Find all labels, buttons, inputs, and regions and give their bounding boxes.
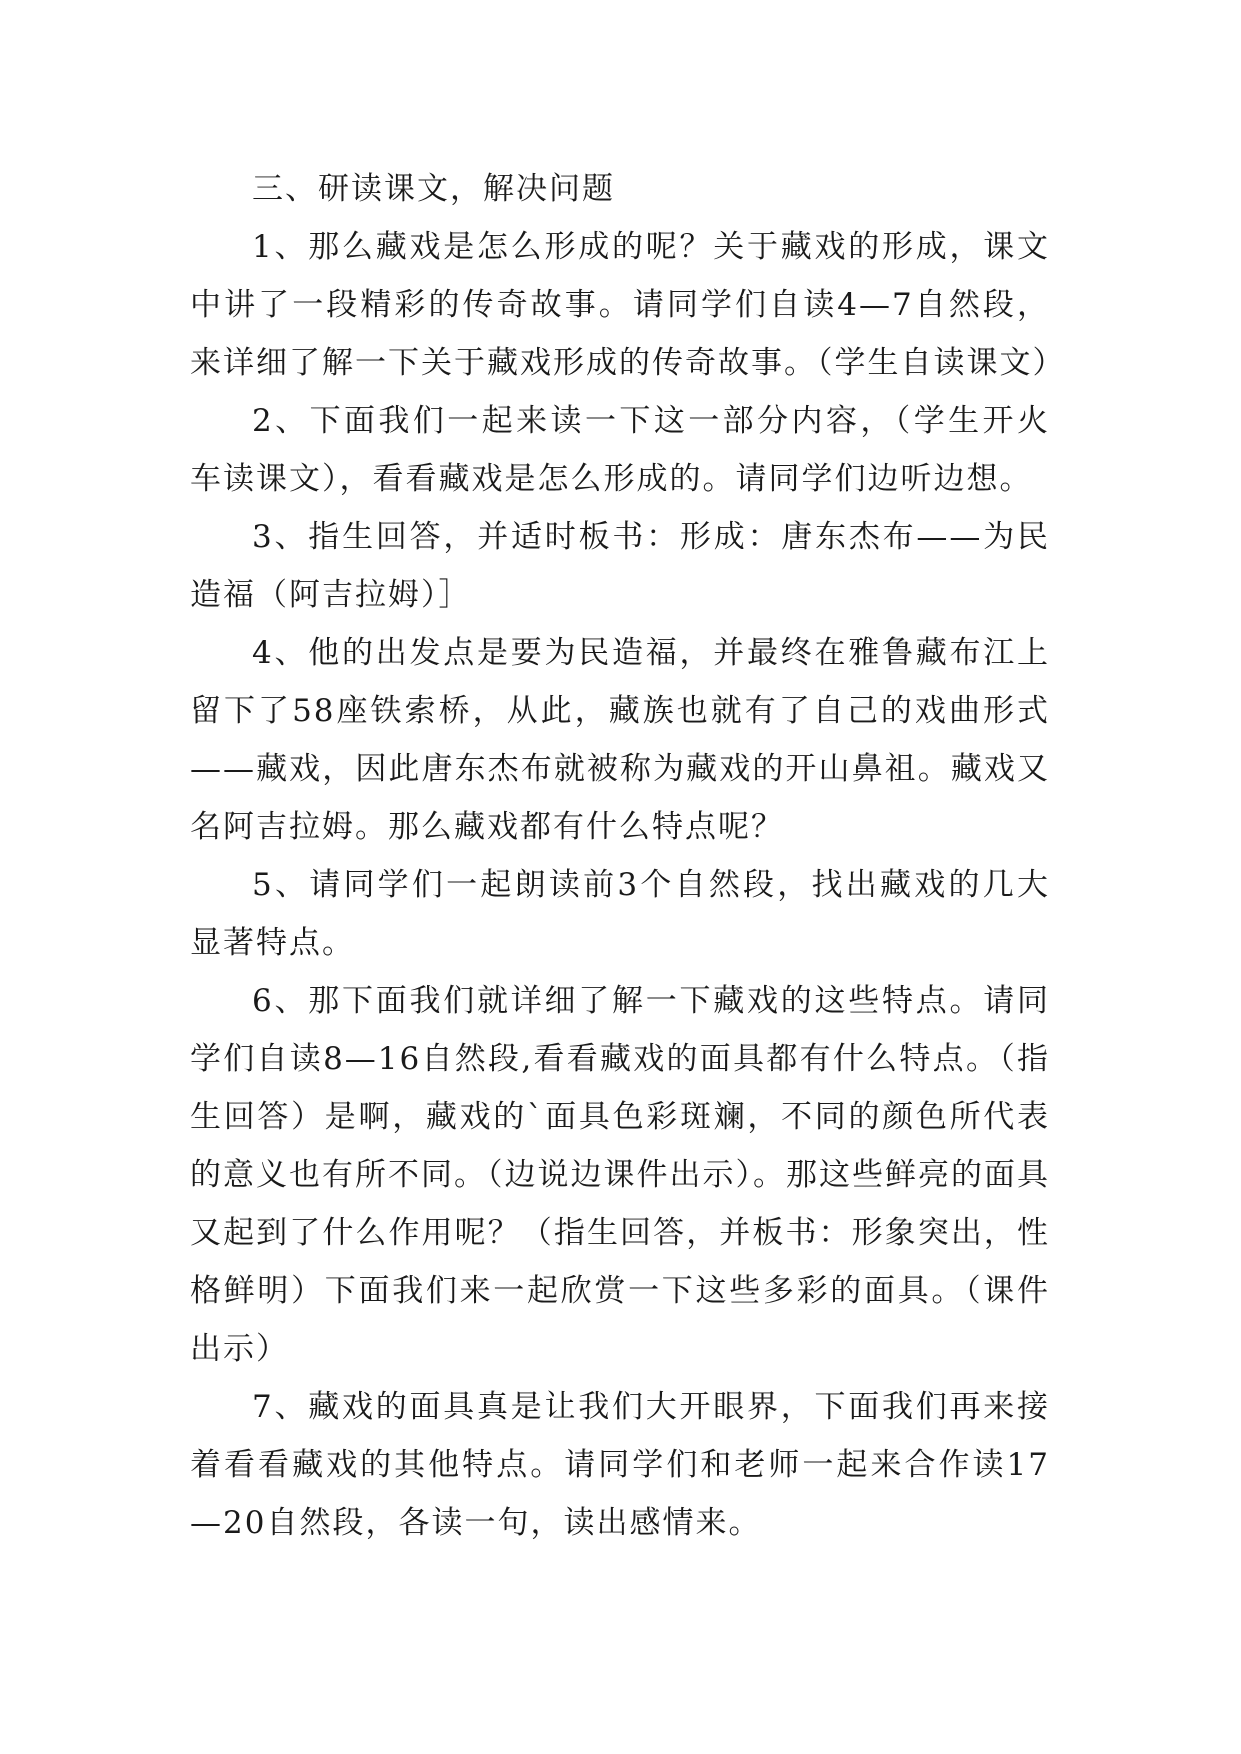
document-body: [190, 160, 1066, 1552]
paragraph-4: 4、他的出发点是要为民造福，并最终在雅鲁藏布江上留下了58座铁索桥，从此，藏族也就有了自己的戏曲形式——藏戏，因此唐东杰布就被称为藏戏的开山鼻祖。藏戏又名阿吉拉姆。那么藏戏都有什么特点呢？: [190, 635, 1050, 845]
paragraph-3: 3、指生回答，并适时板书：形成：唐东杰布——为民造福（阿吉拉姆）］: [190, 519, 1050, 613]
paragraph-1: 1、那么藏戏是怎么形成的呢？关于藏戏的形成，课文中讲了一段精彩的传奇故事。请同学们自读4—7自然段，来详细了解一下关于藏戏形成的传奇故事。（学生自读课文）: [190, 229, 1066, 381]
section-heading: 三、研读课文，解决问题: [252, 171, 615, 207]
paragraph-7: 7、藏戏的面具真是让我们大开眼界，下面我们再来接着看看藏戏的其他特点。请同学们和老师一起来合作读17—20自然段，各读一句，读出感情来。: [190, 1389, 1050, 1541]
paragraph-5: 5、请同学们一起朗读前3个自然段，找出藏戏的几大显著特点。: [190, 867, 1050, 961]
paragraph-2: 2、下面我们一起来读一下这一部分内容，（学生开火车读课文），看看藏戏是怎么形成的。请同学们边听边想。: [190, 403, 1050, 497]
paragraph-6: 6、那下面我们就详细了解一下藏戏的这些特点。请同学们自读8—16自然段,看看藏戏的面具都有什么特点。（指生回答）是啊，藏戏的`面具色彩斑斓，不同的颜色所代表的意义也有所不同。（边说边课件出示）。那这些鲜亮的面具又起到了什么作用呢？（指生回答，并板书：形象突出，性格鲜明）下面我们来一起欣赏一下这些多彩的面具。（课件出示）: [190, 983, 1050, 1367]
